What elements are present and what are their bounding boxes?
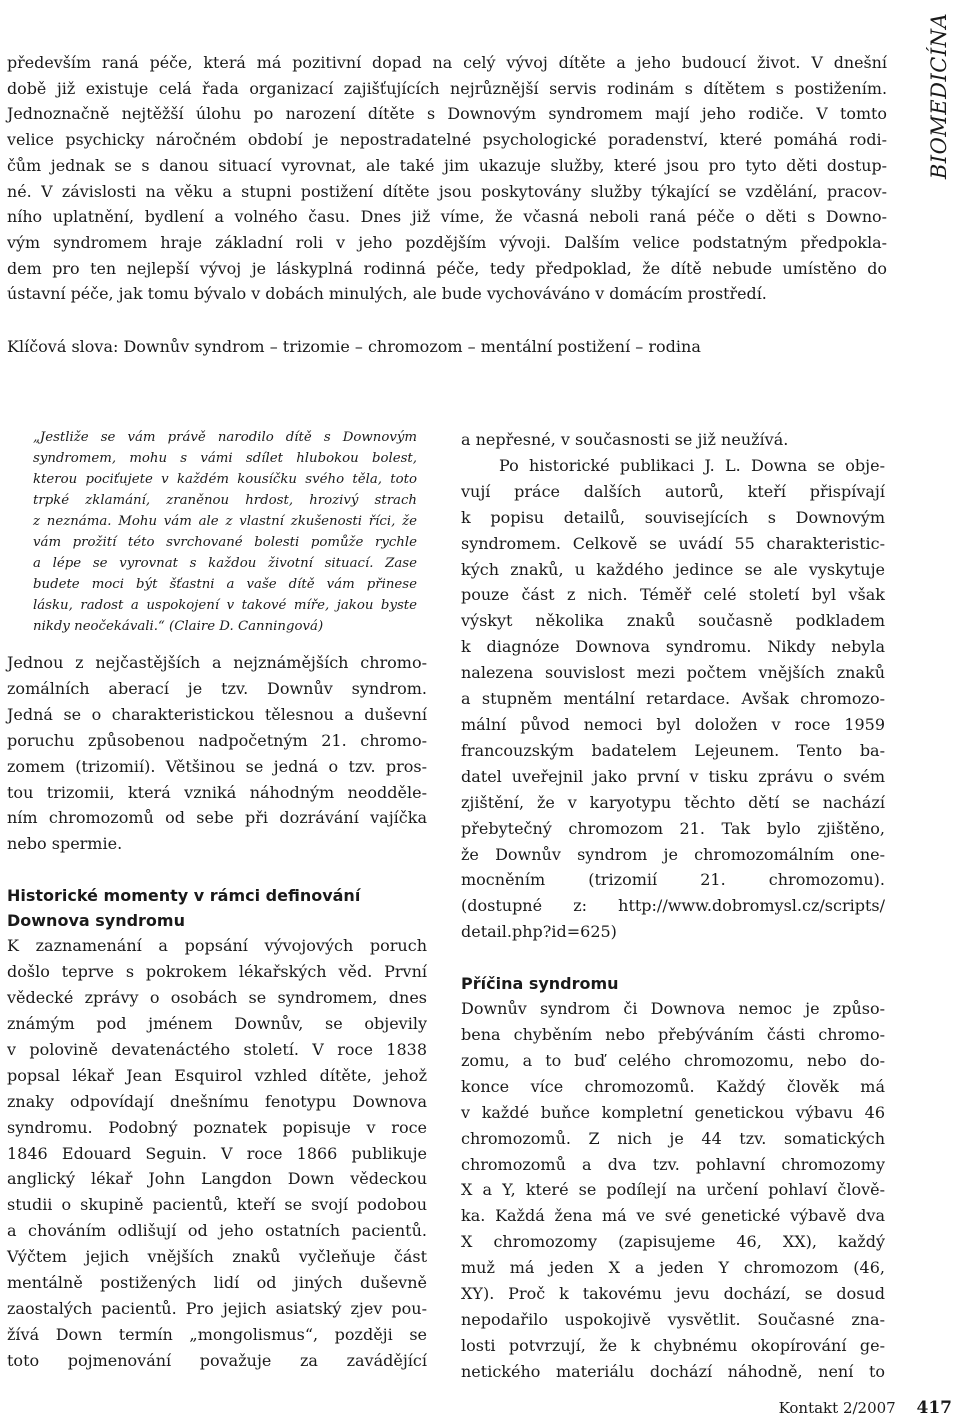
quote-line: trpké zklamání, zraněnou hrdost, hrozivý strach bbox=[33, 493, 417, 508]
cause-line: v každé buňce kompletní genetickou výbavu 46 bbox=[461, 1102, 885, 1122]
cause-line: Downův syndrom či Downova nemoc je způso- bbox=[461, 999, 885, 1019]
history-paragraph bbox=[7, 933, 427, 1373]
abstract-line: ního uplatnění, bydlení a volného času. Dnes již víme, že včasná neboli raná péče o děti s Downo- bbox=[7, 207, 887, 227]
history-line: syndromu. Podobný poznatek popisuje v roce bbox=[7, 1117, 427, 1137]
intro-line: Jedná se o charakteristickou tělesnou a duševní bbox=[7, 704, 427, 724]
abstract-line: době již existuje celá řada organizací zajišťujících nejrůznější servis rodinám s dítětem s postižením. bbox=[7, 78, 887, 98]
abstract-line: né. V závislosti na věku a stupni postižení dítěte jsou poskytovány služby týkající se vzdělání, pracov- bbox=[7, 181, 887, 201]
cause-line: X chromozomy (zapisujeme 46, XX), každý bbox=[461, 1232, 885, 1252]
intro-line: Jednou z nejčastějších a nejznámějších chromo- bbox=[7, 653, 427, 672]
history-2-line: přebytečný chromozom 21. Tak bylo zjištěno, bbox=[461, 818, 885, 838]
abstract-line: velice psychicky náročném období je nepostradatelné psychologické poradenství, které pomáhá rodi- bbox=[7, 130, 887, 150]
cause-paragraph bbox=[461, 996, 885, 1385]
history-line: žívá Down termín „mongolismus“, později se bbox=[7, 1324, 427, 1344]
page-footer bbox=[779, 1398, 952, 1418]
quote-line: nikdy neočekávali.“ (Claire D. Canningová) bbox=[33, 619, 324, 634]
history-line: anglický lékař John Langdon Down vědeckou bbox=[7, 1169, 427, 1189]
history-line: došlo teprve s pokrokem lékařských věd. První bbox=[7, 962, 427, 982]
abstract-line: čům jednak se s danou situací vyrovnat, ale také jim ukazuje služby, které jsou pro tyto děti dostup- bbox=[7, 155, 887, 175]
quote-line: syndromem, mohu s vámi sdílet hlubokou bolest, bbox=[33, 451, 417, 466]
history-line: vědecké zprávy o osobách se syndromem, dnes bbox=[7, 988, 427, 1008]
abstract bbox=[7, 50, 887, 307]
history-2-line: že Downův syndrom je chromozomálním one- bbox=[461, 844, 885, 864]
quote-line: lásku, radost a uspokojení v takové míře, jakou byste bbox=[33, 598, 417, 613]
history-2-line: Po historické publikaci J. L. Downa se obje- bbox=[499, 455, 885, 475]
quote-line: kterou pociťujete v každém kousíčku svého těla, toto bbox=[33, 472, 417, 487]
history-line: Výčtem jejich vnějších znaků vyčleňuje část bbox=[7, 1247, 427, 1267]
page-number: 417 bbox=[916, 1398, 952, 1418]
intro-line: poruchu způsobenou nadpočetným 21. chromo- bbox=[7, 730, 427, 750]
left-column bbox=[7, 427, 427, 1374]
history-line: popsal lékař Jean Esquirol vzhled dítěte, jehož bbox=[7, 1065, 427, 1085]
abstract-line: vým syndromem hraje základní roli v jeho pozdějším vývoji. Dalším velice podstatným předpokla- bbox=[7, 232, 887, 252]
cause-line: bena chyběním nebo přebýváním části chromo- bbox=[461, 1025, 885, 1045]
history-heading bbox=[7, 883, 427, 933]
cause-line: chromozomů. Z nich je 44 tzv. somatických bbox=[461, 1128, 885, 1148]
history-2-line: mocněním (trizomií 21. chromozomu). bbox=[461, 870, 885, 890]
history-2-line: kých znaků, u každého jedince se ale vyskytuje bbox=[461, 559, 885, 579]
history-line: zaostalých pacientů. Pro jejich asiatský zjev pou- bbox=[7, 1298, 427, 1318]
quote-line: „Jestliže se vám právě narodilo dítě s Downovým bbox=[33, 430, 417, 445]
keywords: Klíčová slova: Downův syndrom – trizomie – chromozom – mentální postižení – rodina bbox=[7, 337, 701, 356]
cause-line: XY). Proč k takovému jevu dochází, se dosud bbox=[461, 1284, 885, 1304]
cause-line: chromozomů a dva tzv. pohlavní chromozomy bbox=[461, 1154, 885, 1174]
history-2-line: nalezena souvislost mezi počtem vnějších znaků bbox=[461, 663, 885, 683]
history-2-line: vují práce dalších autorů, kteří přispívají bbox=[461, 481, 885, 501]
history-2-line: datel uveřejnil jako první v tisku zprávu o svém bbox=[461, 766, 885, 786]
intro-line: zomem (trizomií). Většinou se jedná o tzv. pros- bbox=[7, 756, 427, 776]
history-line: znaky odpovídají dnešnímu fenotypu Downova bbox=[7, 1091, 427, 1111]
history-paragraph-2 bbox=[461, 453, 885, 945]
history-2-line: zjištění, že v karyotypu těchto dětí se nachází bbox=[461, 792, 885, 812]
history-line: a chováním odlišují od jeho ostatních pacientů. bbox=[7, 1221, 427, 1241]
history-line: toto pojmenování považuje za zavádějící bbox=[7, 1350, 427, 1370]
cause-line: nepodařilo uspokojivě vysvětlit. Současné zna- bbox=[461, 1310, 885, 1329]
journal-name: Kontakt 2/2007 bbox=[778, 1399, 896, 1417]
cause-line: netického materiálu dochází náhodně, není to bbox=[461, 1361, 885, 1381]
cause-heading: Příčina syndromu bbox=[461, 974, 619, 994]
cause-line: muž má jeden X a jeden Y chromozom (46, bbox=[461, 1258, 885, 1278]
cause-line: zomu, a to buď celého chromozomu, nebo do- bbox=[461, 1050, 885, 1070]
history-line: studii o skupině pacientů, kteří se svojí podobou bbox=[7, 1195, 427, 1215]
cause-line: losti potvrzují, že k chybnému okopírování ge- bbox=[461, 1335, 885, 1355]
cause-line: ka. Každá žena má ve své genetické výbavě dva bbox=[461, 1206, 885, 1226]
history-line: K zaznamenání a popsání vývojových poruch bbox=[7, 936, 427, 956]
history-continuation bbox=[461, 427, 885, 453]
quote-line: budete moci být šťastni a vaše dítě vám přinese bbox=[33, 577, 417, 592]
history-2-line: mální původ nemoci byl doložen v roce 1959 bbox=[461, 714, 885, 734]
history-2-line: k diagnóze Downova syndromu. Nikdy nebyla bbox=[461, 637, 885, 657]
intro-line: tou trizomii, která vzniká náhodným neodděle- bbox=[7, 782, 427, 802]
history-2-line: syndromem. Celkově se uvádí 55 charakteristic- bbox=[461, 533, 885, 553]
quote-line: a lépe se vyrovnat s každou životní situací. Zase bbox=[33, 556, 417, 571]
history-2-line: (dostupné z: http://www.dobromysl.cz/scripts/ bbox=[461, 896, 885, 916]
section-label-text: BIOMEDICÍNA bbox=[927, 12, 951, 180]
history-2-line: výskyt několika znaků současně podkladem bbox=[461, 611, 885, 631]
right-column bbox=[461, 427, 885, 1385]
intro-line: nebo spermie. bbox=[7, 834, 123, 854]
history-line: v polovině devatenáctého století. V roce 1838 bbox=[7, 1039, 427, 1059]
history-line: 1846 Edouard Seguin. V roce 1866 publikuje bbox=[7, 1143, 427, 1163]
quote-line: vám prožití této svrchované bolesti pomůže rychle bbox=[33, 535, 417, 550]
history-2-line: detail.php?id=625) bbox=[461, 922, 617, 942]
history-heading-line: Historické momenty v rámci definování bbox=[7, 886, 361, 906]
epigraph-quote bbox=[33, 427, 417, 637]
abstract-line: dem pro ten nejlepší vývoj je láskyplná rodinná péče, tedy předpoklad, že dítě nebude umístěno do bbox=[7, 258, 887, 278]
abstract-line: Jednoznačně nejtěžší úlohu po narození dítěte s Downovým syndromem mají jeho rodiče. V tomto bbox=[7, 104, 887, 124]
intro-paragraph bbox=[7, 650, 427, 857]
history-heading-line: Downova syndromu bbox=[7, 911, 185, 931]
abstract-line: ústavní péče, jak tomu bývalo v dobách minulých, ale bude vychováváno v domácím prostředí. bbox=[7, 284, 767, 304]
intro-line: ním chromozomů od sebe při dozrávání vajíčka bbox=[7, 808, 427, 828]
history-2-line: a stupněm mentální retardace. Avšak chromozo- bbox=[461, 689, 885, 709]
history-2-line: pouze část z nich. Téměř celé století byl však bbox=[461, 585, 885, 605]
abstract-line: především raná péče, která má pozitivní dopad na celý vývoj dítěte a jeho budoucí život. V dnešní bbox=[7, 53, 887, 72]
intro-line: zomálních aberací je tzv. Downův syndrom. bbox=[7, 678, 427, 698]
history-line: známým pod jménem Downův, se objevily bbox=[7, 1013, 427, 1033]
continuation-line: a nepřesné, v současnosti se již neužívá. bbox=[461, 430, 789, 449]
cause-line: konce více chromozomů. Každý člověk má bbox=[461, 1076, 885, 1096]
cause-line: X a Y, které se podílejí na určení pohlaví člově- bbox=[461, 1180, 885, 1200]
history-2-line: k popisu detailů, souvisejících s Downovým bbox=[461, 507, 885, 527]
quote-line: z neznáma. Mohu vám ale z vlastní zkušenosti říci, že bbox=[33, 514, 417, 529]
history-2-line: francouzským badatelem Lejeunem. Tento ba- bbox=[461, 740, 885, 760]
history-line: mentálně postižených lidí od jiných duševně bbox=[7, 1273, 427, 1293]
section-label bbox=[924, 6, 954, 186]
